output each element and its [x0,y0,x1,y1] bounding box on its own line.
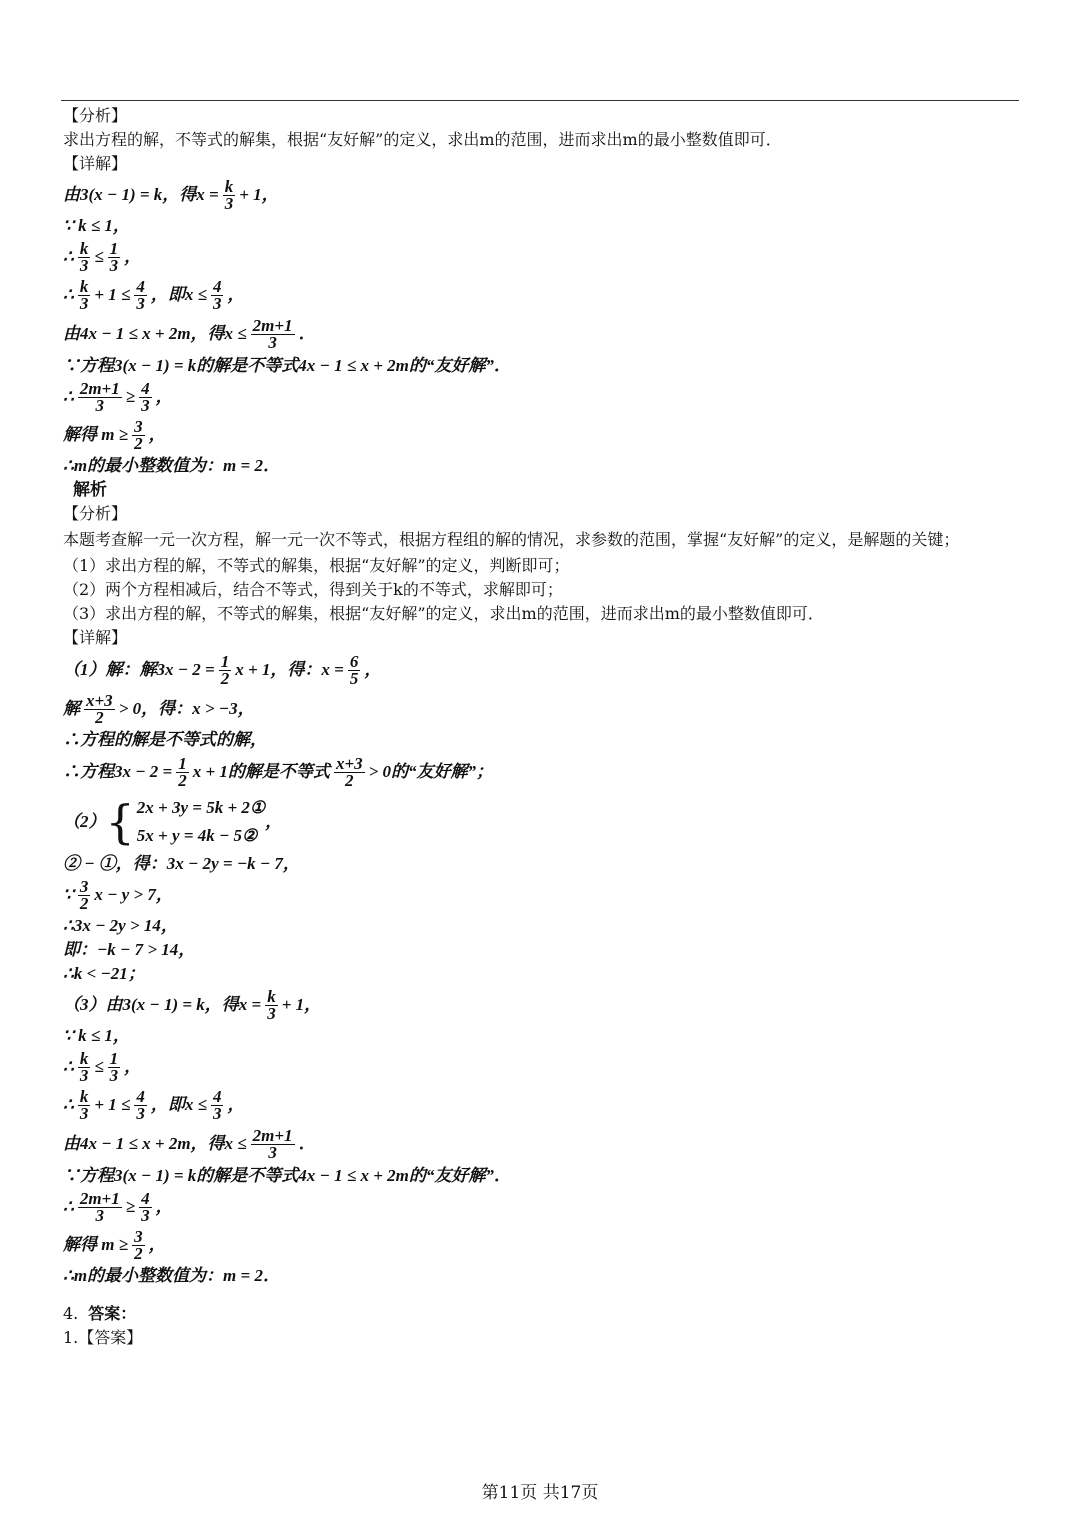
fraction: $\frac{k}{3}$ [79,1086,89,1123]
fraction: $\frac{1}{3}$ [109,238,119,275]
step-line: 由4x − 1 ≤ x + 2m，得x ≤ $\frac{2m+1}{3}$ ． [63,1125,316,1162]
step-line: ∴ $\frac{k}{3}$ + 1 ≤ $\frac{4}{3}$ ，即x ≤ $\frac{4}{3}$ ， [63,1086,245,1123]
step-line: ∴ $\frac{k}{3}$ ≤ $\frac{1}{3}$ ， [63,1048,142,1085]
fraction: $\frac{3}{2}$ [79,876,89,913]
step-line: 由3(x − 1) = k，得x = $\frac{k}{3}$ + 1， [63,176,279,213]
system-row: 5x + y = 4k − 5② [136,826,258,845]
analysis-label: 【分析】 [63,504,128,523]
step-line: 解 $\frac{x+3}{2}$ > 0，得：x > −3， [63,690,255,727]
fraction: $\frac{3}{2}$ [134,416,143,453]
fraction: $\frac{3}{2}$ [134,1226,143,1263]
step-line: 由4x − 1 ≤ x + 2m，得x ≤ $\frac{2m+1}{3}$ ． [63,315,316,352]
step-line: （1）解：解3x − 2 = $\frac{1}{2}$ x + 1，得：x = $\frac{6}{5}$ ， [63,651,382,688]
fraction: $\frac{1}{2}$ [220,651,230,688]
step-line: ∴ $\frac{k}{3}$ ≤ $\frac{1}{3}$ ， [63,238,142,275]
fraction: $\frac{k}{3}$ [79,238,89,275]
fraction: $\frac{4}{3}$ [141,378,150,415]
fraction: $\frac{4}{3}$ [141,1188,150,1225]
document-body [63,104,1018,1350]
step-line: ∴方程的解是不等式的解， [63,730,267,749]
analysis-point: （2）两个方程相减后，结合不等式，得到关于k的不等式，求解即可； [63,580,563,599]
detail-label: 【详解】 [63,628,128,647]
step-line: ∴方程3x − 2 = $\frac{1}{2}$ x + 1的解是不等式 $\frac{x+3}{2}$ > 0的“友好解”； [63,753,494,790]
fraction: $\frac{2m+1}{3}$ [252,315,293,352]
question-header: 4. 答案： [63,1304,137,1323]
step-line: 解得 m ≥ $\frac{3}{2}$ ， [63,1226,166,1263]
step-line: ∵方程3(x − 1) = k的解是不等式4x − 1 ≤ x + 2m的“友好解”． [63,1166,511,1185]
step-line: ∵方程3(x − 1) = k的解是不等式4x − 1 ≤ x + 2m的“友好解”． [63,356,511,375]
fraction: $\frac{k}{3}$ [267,986,276,1023]
fraction: $\frac{6}{5}$ [349,651,359,688]
step-line: ∵ k ≤ 1， [63,1026,130,1045]
fraction: $\frac{4}{3}$ [136,276,145,313]
step-line: （3）由3(x − 1) = k，得x = $\frac{k}{3}$ + 1， [63,986,322,1023]
step-line: ∵ $\frac{3}{2}$ x − y > 7， [63,876,173,913]
step-line: ∴k < −21； [63,964,145,983]
fraction: $\frac{k}{3}$ [79,1048,89,1085]
step-line: ∵ k ≤ 1， [63,216,130,235]
fraction: $\frac{1}{3}$ [109,1048,119,1085]
fraction: $\frac{4}{3}$ [212,276,222,313]
step-line: 解得 m ≥ $\frac{3}{2}$ ， [63,416,166,453]
fraction: $\frac{k}{3}$ [224,176,234,213]
page-number: 第11页 共17页 [481,1483,599,1503]
step-line: ∴ $\frac{2m+1}{3}$ ≥ $\frac{4}{3}$ ， [63,378,173,415]
fraction: $\frac{x+3}{2}$ [86,690,113,727]
section-heading: 解析 [73,480,107,500]
system-row: 2x + 3y = 5k + 2① [136,798,266,817]
fraction: $\frac{2m+1}{3}$ [79,378,120,415]
fraction: $\frac{x+3}{2}$ [335,753,363,790]
equation-system: （2） { 2x + 3y = 5k + 2① 5x + y = 4k − 5② ， [63,795,283,849]
analysis-text: 求出方程的解，不等式的解集，根据“友好解”的定义，求出m的范围，进而求出m的最小整数值即可． [63,130,782,149]
fraction: $\frac{2m+1}{3}$ [79,1188,120,1225]
fraction: $\frac{2m+1}{3}$ [252,1125,293,1162]
step-line: ∴ $\frac{2m+1}{3}$ ≥ $\frac{4}{3}$ ， [63,1188,173,1225]
left-brace-icon: { [105,795,135,849]
analysis-point: （3）求出方程的解，不等式的解集，根据“友好解”的定义，求出m的范围，进而求出m的最小整数值即可． [63,604,824,623]
analysis-text: 本题考查解一元一次方程，解一元一次不等式，根据方程组的解的情况，求参数的范围，掌握“友好解”的定义，是解题的关键； [63,530,960,549]
step-line: ∴3x − 2y > 14， [63,916,178,935]
fraction: $\frac{4}{3}$ [212,1086,222,1123]
fraction: $\frac{1}{2}$ [178,753,187,790]
step-line: 即：−k − 7 > 14， [63,940,196,959]
step-line: ② − ①，得：3x − 2y = −k − 7， [63,854,300,873]
step-line: ∴m的最小整数值为：m = 2． [63,456,280,475]
analysis-point: （1）求出方程的解，不等式的解集，根据“友好解”的定义，判断即可； [63,556,570,575]
answer-label: 1.【答案】 [63,1328,143,1347]
header-rule [61,100,1019,101]
step-line: ∴ $\frac{k}{3}$ + 1 ≤ $\frac{4}{3}$ ，即x ≤ $\frac{4}{3}$ ， [63,276,245,313]
fraction: $\frac{4}{3}$ [136,1086,145,1123]
analysis-label: 【分析】 [63,106,128,125]
fraction: $\frac{k}{3}$ [79,276,89,313]
detail-label: 【详解】 [63,154,128,173]
step-line: ∴m的最小整数值为：m = 2． [63,1266,280,1285]
